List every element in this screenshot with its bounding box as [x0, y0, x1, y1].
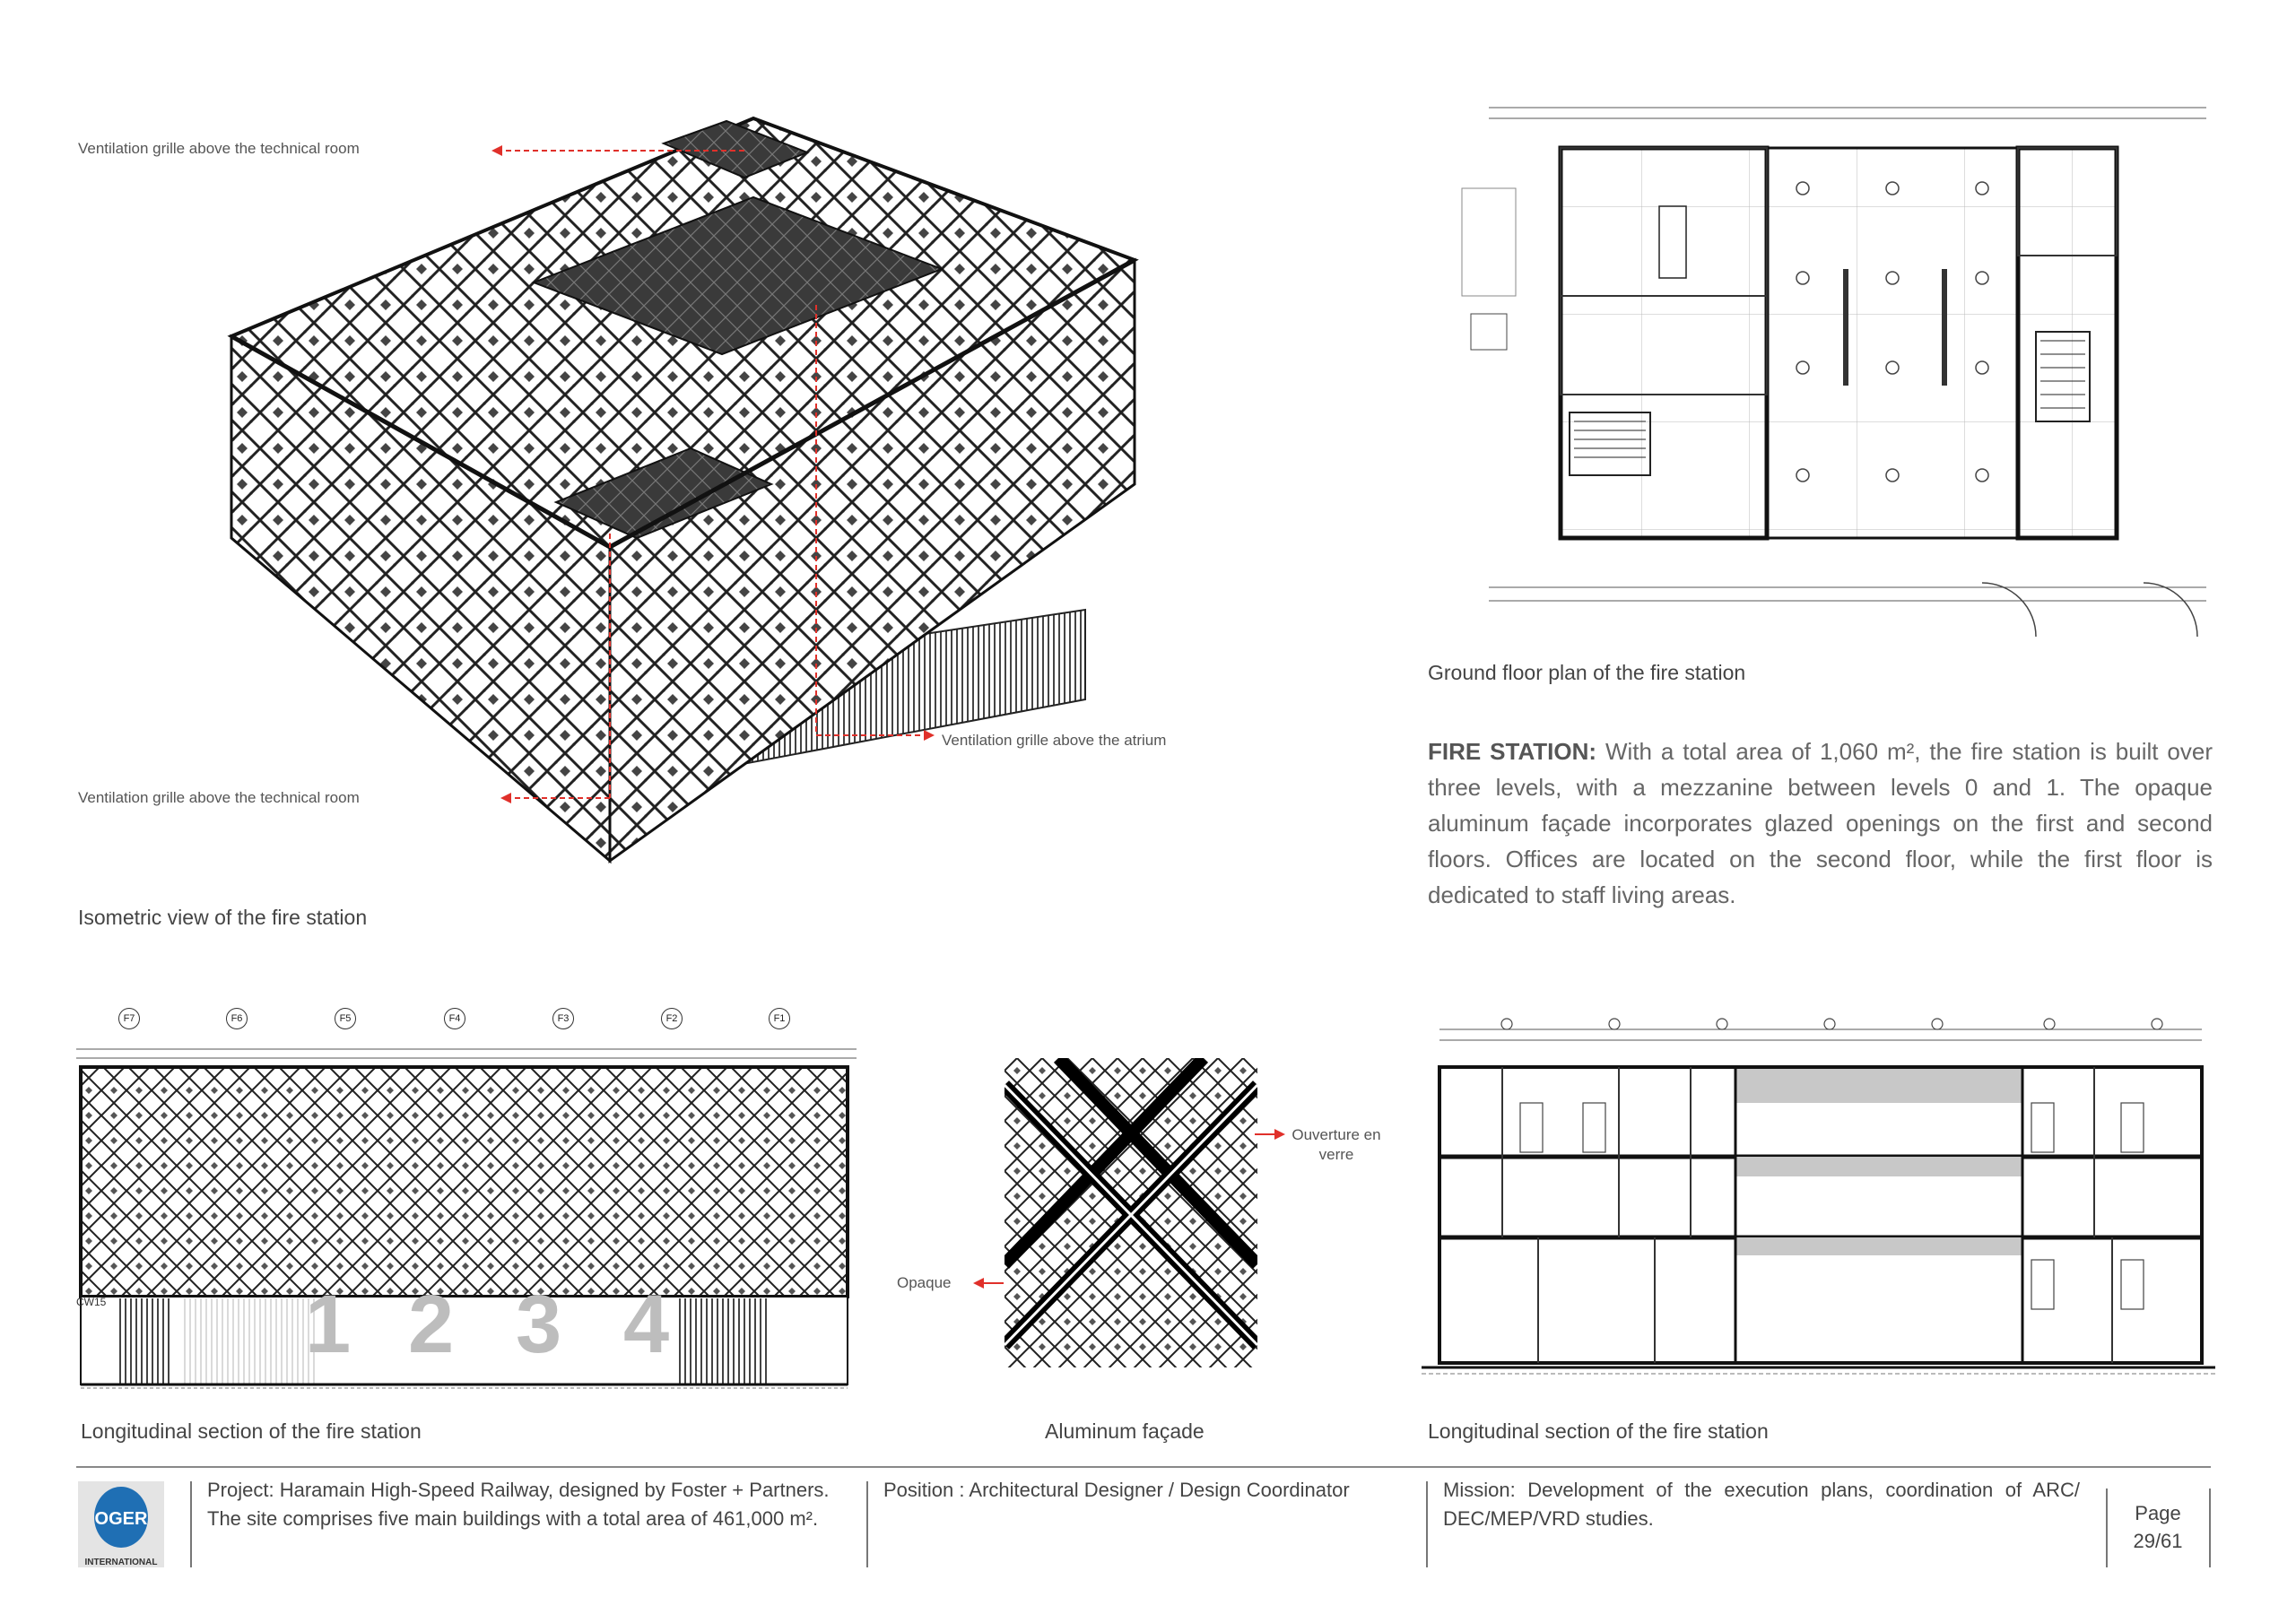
isometric-caption: Isometric view of the fire station — [78, 906, 368, 929]
logo-emblem-icon — [78, 1481, 164, 1553]
floor-plan-caption: Ground floor plan of the fire station — [1428, 661, 1746, 684]
footer-position: Position : Architectural Designer / Design Coordinator — [883, 1479, 1350, 1501]
facade-opaque-label: Opaque — [897, 1274, 952, 1291]
opaque-arrow-icon — [973, 1277, 1009, 1289]
axis-tag: F5 — [335, 1008, 356, 1029]
floor-plan-drawing — [1426, 99, 2215, 655]
section-drawing — [1422, 1013, 2215, 1390]
isometric-drawing — [224, 108, 1166, 870]
facade-detail-drawing — [1004, 1058, 1257, 1367]
axis-tag: F7 — [118, 1008, 140, 1029]
annotation-atrium: Ventilation grille above the atrium — [942, 732, 1167, 749]
elevation-drawing — [76, 1002, 857, 1397]
logo-text: OGER — [94, 1509, 148, 1529]
description-heading: FIRE STATION: — [1428, 738, 1597, 765]
axis-tag: F6 — [226, 1008, 248, 1029]
elevation-axis-row — [76, 1002, 857, 1038]
company-logo — [78, 1481, 164, 1567]
facade-glass-label: Ouverture en verre — [1292, 1126, 1381, 1163]
elevation-caption: Longitudinal section of the fire station — [81, 1419, 422, 1443]
page-number: 29/61 — [2133, 1530, 2183, 1552]
bay-number: 4 — [623, 1279, 670, 1370]
section-caption: Longitudinal section of the fire station — [1428, 1419, 1769, 1443]
footer-project: Project: Haramain High-Speed Railway, designed by Foster + Partners. The site comprises five main buildings with a total area of 461,000 m². — [207, 1479, 830, 1530]
footer-mission: Mission: Development of the execution plans, coordination of ARC/ DEC/MEP/VRD studies. — [1443, 1479, 2080, 1530]
fire-station-description — [1428, 733, 2213, 913]
bay-number: 2 — [408, 1279, 455, 1370]
elevation-cw-tag: CW15 — [76, 1296, 107, 1308]
annotation-tech-room-top: Ventilation grille above the technical room — [78, 140, 360, 157]
bay-number: 1 — [305, 1279, 352, 1370]
axis-tag: F4 — [444, 1008, 465, 1029]
footer-separator — [190, 1481, 192, 1567]
footer-divider — [76, 1466, 2211, 1468]
page-label: Page — [2135, 1502, 2181, 1524]
axis-tag: F1 — [769, 1008, 790, 1029]
bay-number: 3 — [516, 1279, 562, 1370]
footer-separator — [866, 1481, 868, 1567]
description-body: With a total area of 1,060 m², the fire station is built over three levels, with a mezzanine between levels 0 and 1. The opaque aluminum façade incorporates glazed openings on the first and second floors. Offices are located on the second floor, while the first floor is dedicated to staff living areas. — [1428, 738, 2213, 908]
footer-separator — [1426, 1481, 1428, 1567]
axis-tag: F3 — [552, 1008, 574, 1029]
facade-caption: Aluminum façade — [1045, 1419, 1205, 1443]
footer-separator — [2209, 1488, 2211, 1567]
logo-subtext: INTERNATIONAL — [84, 1558, 158, 1567]
axis-tag: F2 — [661, 1008, 683, 1029]
annotation-tech-room-bottom: Ventilation grille above the technical room — [78, 789, 360, 806]
